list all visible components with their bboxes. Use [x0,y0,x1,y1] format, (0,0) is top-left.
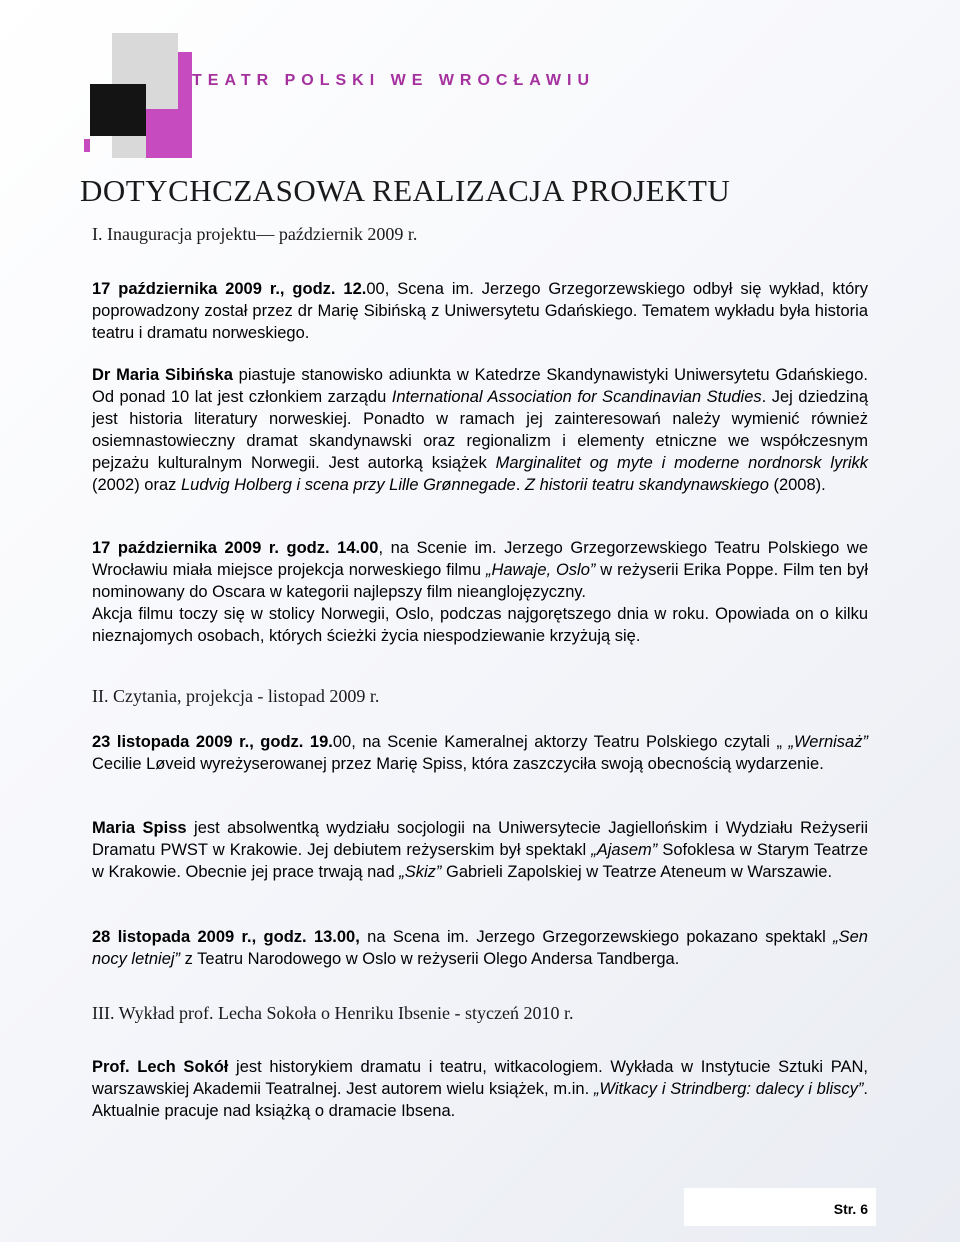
italic-title: International Association for Scandinavian Studies [391,388,762,406]
paragraph-lead: Prof. Lech Sokół [92,1058,229,1076]
paragraph-text: Gabrieli Zapolskiej w Teatrze Ateneum w Warszawie. [441,863,833,881]
paragraph-text: Akcja filmu toczy się w stolicy Norwegii, Oslo, podczas najgorętszego dnia w roku. Opowiada on o kilku nieznajomych osobach, których ścieżki życia niespodziewanie krzyżują się. [92,605,868,645]
paragraph-lead: 17 października 2009 r., godz. 12. [92,280,367,298]
paragraph-text: . Jej dziedziną jest historia literatury norweskiej. Ponadto w ramach jej zainteresowań należy wymienić również osiemnastowieczny dramat skandynawski oraz regionalizm i elementy etniczne we współczesnym pejzażu kulturalnym Norwegii. Jest autorką książek [92,388,869,472]
paragraph-text: (2002) oraz [92,476,181,494]
paragraph-lead: 17 października 2009 r. godz. 14.00 [92,539,379,557]
page-number: Str. 6 [833,1201,868,1217]
section-heading-1: I. Inauguracja projektu— październik 2009 r. [92,224,418,244]
logo-square-black [90,84,146,136]
paragraph-text: (2008). [768,476,826,494]
paragraph-sokol-bio [92,1056,868,1122]
italic-title: Z historii teatru skandynawskiego [524,476,769,494]
paragraph-lead: Dr Maria Sibińska [92,366,233,384]
paragraph-lead: Maria Spiss [92,819,187,837]
paragraph-text: z Teatru Narodowego w Oslo w reżyserii Olego Andersa Tandberga. [180,950,680,968]
logo-square-grey-small [112,136,146,158]
paragraph-text: . Aktualnie pracuje nad książką o dramacie Ibsena. [92,1080,869,1120]
italic-title: „Skiz” [399,863,442,881]
paragraph-text: na Scena im. Jerzego Grzegorzewskiego pokazano spektakl [359,928,834,946]
italic-title: „Sen nocy letniej” [92,928,868,968]
italic-title: „Wernisaż” [788,733,868,751]
paragraph-text: jest absolwentką wydziału socjologii na Uniwersytecie Jagiellońskim i Wydziału Reżyserii Dramatu PWST w Krakowie. Jej debiutem reżyserskim był spektakl [92,819,868,859]
paragraph-text: piastuje stanowisko adiunkta w Katedrze Skandynawistyki Uniwersytetu Gdańskiego. Od ponad 10 lat jest członkiem zarządu [92,366,868,406]
paragraph-text: 00, Scena im. Jerzego Grzegorzewskiego odbył się wykład, który poprowadzony został przez dr Marię Sibińską z Uniwersytetu Gdańskiego. Tematem wykładu była historia teatru i dramatu norweskiego. [92,280,869,342]
paragraph-film-screening [92,537,868,647]
logo-square-pink-strip [178,52,192,109]
paragraph-lead: 28 listopada 2009 r., godz. 13.00, [92,928,360,946]
paragraph-text: , na Scenie im. Jerzego Grzegorzewskiego Teatru Polskiego we Wrocławiu miała miejsce projekcja norweskiego filmu [92,539,869,579]
paragraph-text: Cecilie Løveid wyreżyserowanej przez Marię Spiss, która zaszczyciła swoją obecnością wydarzenie. [92,755,824,773]
paragraph-lead: 23 listopada 2009 r., godz. 19. [92,733,333,751]
paragraph-text: Sofoklesa w Starym Teatrze w Krakowie. Obecnie jej prace trwają nad [92,841,868,881]
italic-title: „Ajasem” [591,841,658,859]
logo-square-magenta [146,109,192,158]
paragraph-performance-event [92,926,868,970]
section-heading-3: III. Wykład prof. Lecha Sokoła o Henriku Ibsenie - styczeń 2010 r. [92,1003,574,1023]
theatre-logo [0,0,200,170]
page-number-box [684,1188,876,1226]
paragraph-text: . [515,476,525,494]
italic-title: Ludvig Holberg i scena przy Lille Grønnegade [180,476,516,494]
paragraph-text: 00, na Scenie Kameralnej aktorzy Teatru Polskiego czytali „ [332,733,789,751]
paragraph-text: w reżyserii Erika Poppe. Film ten był nominowany do Oscara w kategorii najlepszy film nieanglojęzyczny. [92,561,868,601]
section-heading-2: II. Czytania, projekcja - listopad 2009 r. [92,686,380,706]
paragraph-spiss-bio [92,817,868,883]
italic-title: „Hawaje, Oslo” [485,561,596,579]
paragraph-sibinska-bio [92,364,868,496]
italic-title: „Witkacy i Strindberg: dalecy i bliscy” [593,1080,864,1098]
italic-title: Marginalitet og myte i moderne nordnorsk lyrikk [495,454,868,472]
paragraph-reading-event [92,731,868,775]
paragraph-text: jest historykiem dramatu i teatru, witkacologiem. Wykłada w Instytucie Sztuki PAN, warszawskiej Akademii Teatralnej. Jest autorem wielu książek, m.in. [92,1058,869,1098]
paragraph-lecture-event [92,278,868,344]
theatre-name: TEATR POLSKI WE WROCŁAWIU [192,72,596,89]
document-title: DOTYCHCZASOWA REALIZACJA PROJEKTU [80,173,731,208]
logo-square-pink-small [84,139,90,152]
